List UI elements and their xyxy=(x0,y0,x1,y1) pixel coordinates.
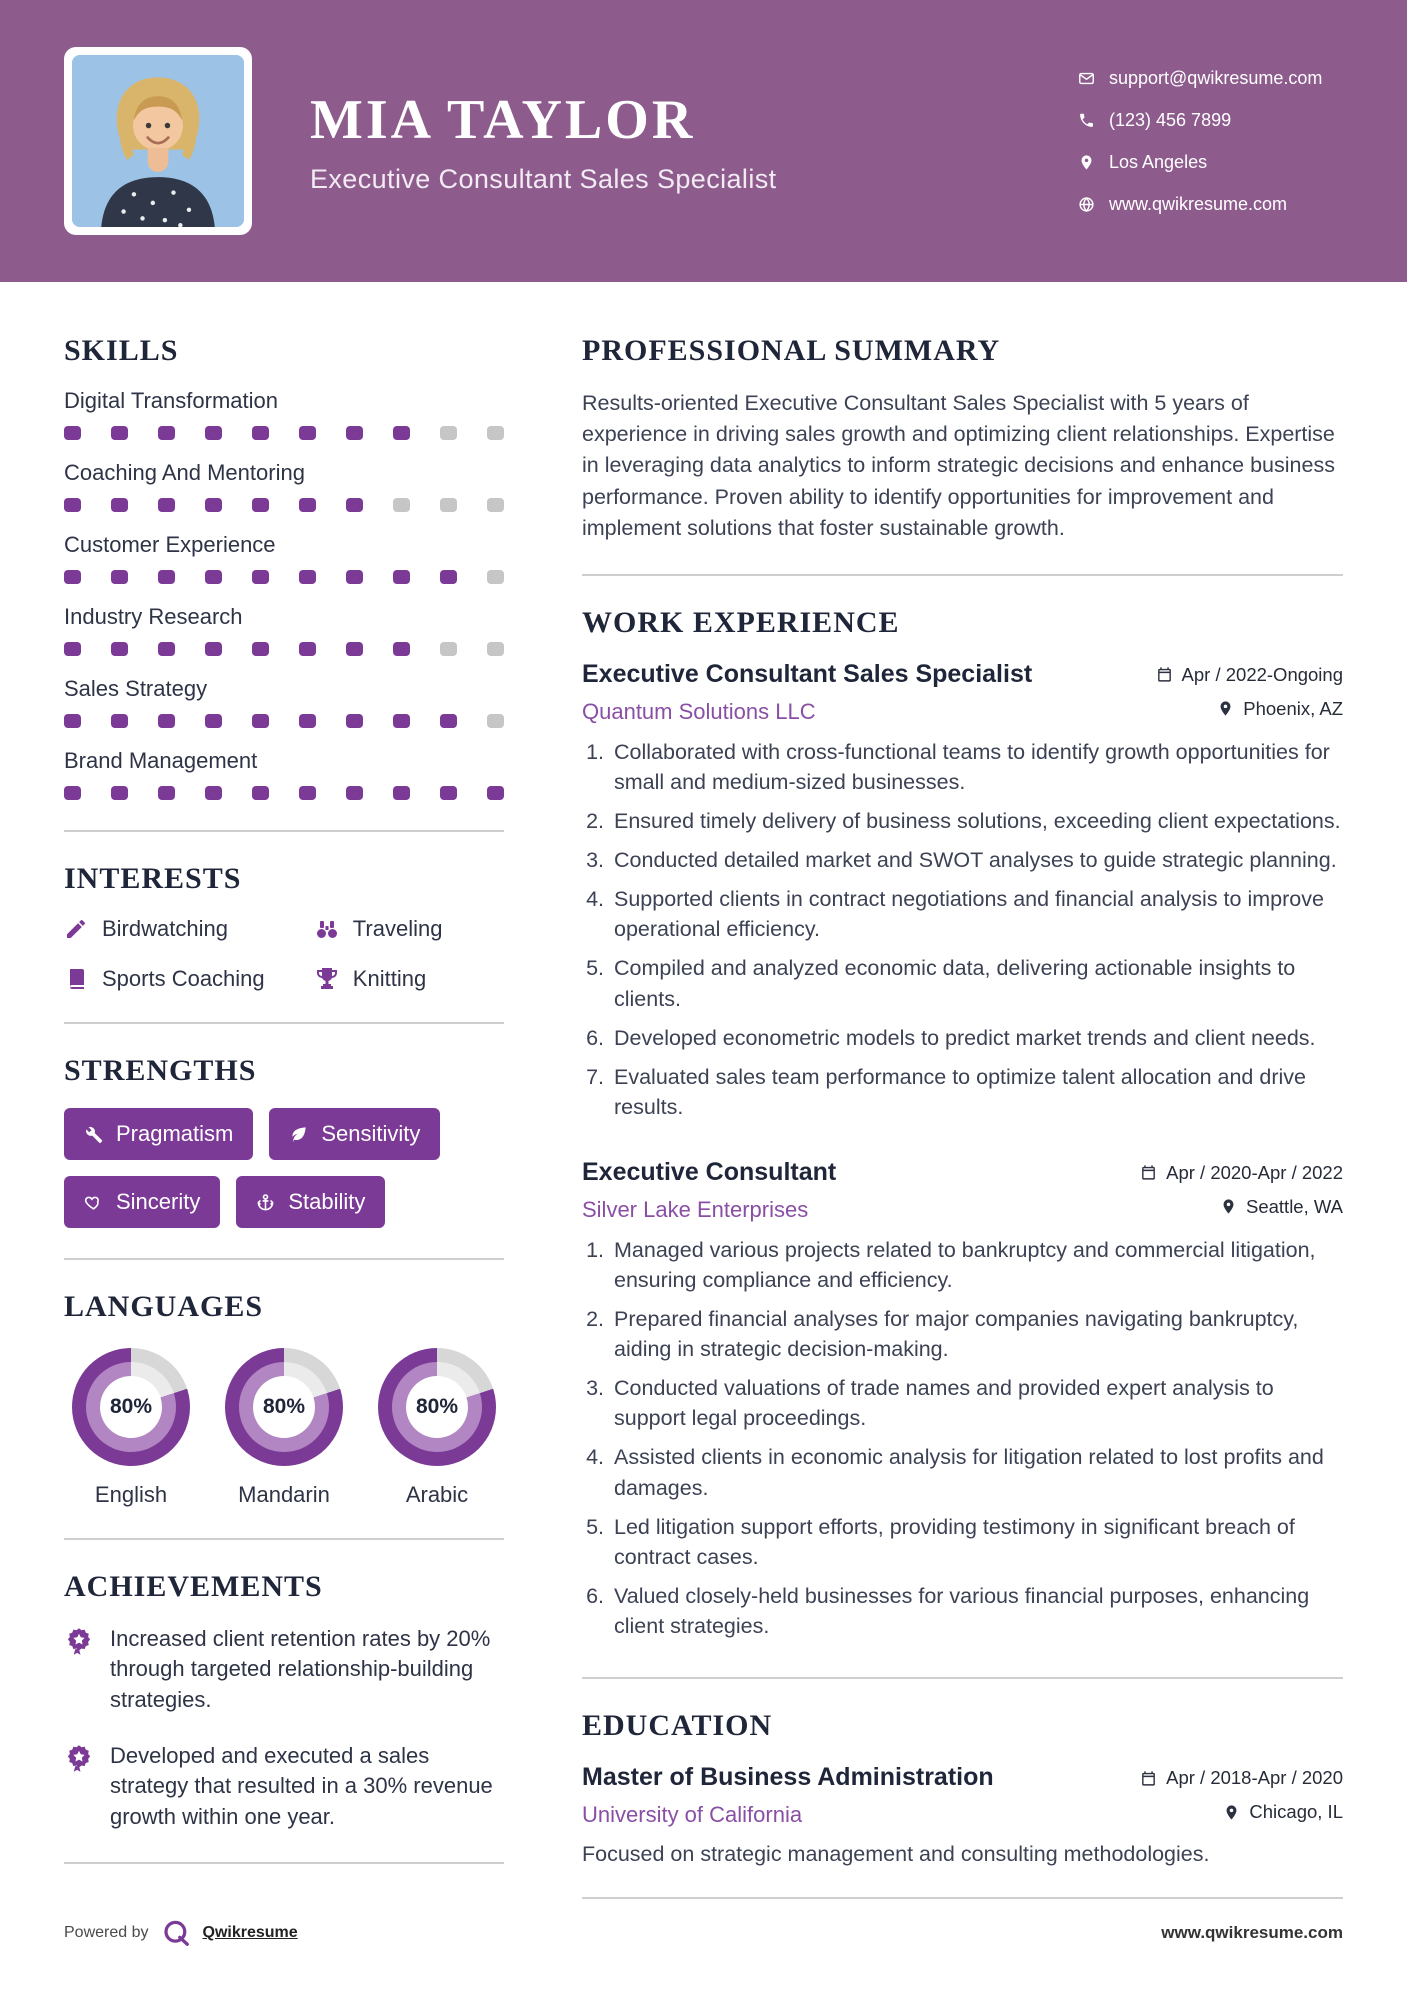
job-header xyxy=(582,660,1343,725)
rating-dot xyxy=(487,642,504,656)
skill-rating-dots xyxy=(64,426,504,440)
job-bullet: 1. Managed various projects related to bankruptcy and commercial litigation, ensuring compliance and efficiency. xyxy=(610,1235,1343,1295)
skills-section xyxy=(64,334,504,800)
medal-icon xyxy=(64,1743,94,1773)
rating-dot xyxy=(158,786,175,800)
language-donut-inner-ring xyxy=(392,1362,482,1452)
language-donut-inner-ring xyxy=(86,1362,176,1452)
language-label: Mandarin xyxy=(238,1482,330,1507)
skill-rating-dots xyxy=(64,786,504,800)
skill-item xyxy=(64,532,504,584)
job-meta xyxy=(1140,1158,1343,1223)
contact-email-text: support@qwikresume.com xyxy=(1109,67,1323,88)
language-item xyxy=(217,1348,351,1508)
medal-icon xyxy=(64,1626,94,1656)
achievement-item xyxy=(64,1741,504,1832)
rating-dot xyxy=(252,714,269,728)
skills-list xyxy=(64,388,504,800)
job-bullet: 1. Collaborated with cross-functional teams to identify growth opportunities for small and medium-sized businesses. xyxy=(610,737,1343,797)
heart-icon xyxy=(84,1193,103,1212)
job-location xyxy=(1217,698,1343,720)
interest-label: Birdwatching xyxy=(102,916,228,941)
rating-dot xyxy=(111,426,128,440)
rating-dot xyxy=(393,786,410,800)
job-bullets xyxy=(582,737,1343,1122)
binoculars-icon xyxy=(315,917,339,941)
footer-website: www.qwikresume.com xyxy=(1161,1923,1343,1942)
skill-label: Coaching And Mentoring xyxy=(64,460,305,485)
summary-heading: PROFESSIONAL SUMMARY xyxy=(582,334,1001,367)
strength-label: Pragmatism xyxy=(116,1121,234,1146)
education-section xyxy=(582,1709,1343,1867)
profile-photo xyxy=(72,55,244,227)
interest-label: Sports Coaching xyxy=(102,966,265,991)
skill-item xyxy=(64,676,504,728)
rating-dot xyxy=(299,570,316,584)
job-dates xyxy=(1140,1162,1343,1184)
footer xyxy=(0,1898,1407,1990)
rating-dot xyxy=(393,642,410,656)
job-dates-text: Apr / 2022-Ongoing xyxy=(1181,663,1343,685)
rating-dot xyxy=(440,714,457,728)
calendar-icon xyxy=(1156,666,1173,683)
contact-website-text: www.qwikresume.com xyxy=(1109,193,1288,214)
language-label: Arabic xyxy=(405,1482,469,1507)
calendar-icon xyxy=(1140,1770,1157,1787)
contact-location-text: Los Angeles xyxy=(1109,151,1208,172)
job-bullet: 3. Conducted detailed market and SWOT analyses to guide strategic planning. xyxy=(610,845,1343,875)
rating-dot xyxy=(64,570,81,584)
interests-list xyxy=(64,916,504,992)
interest-item xyxy=(315,916,504,942)
divider xyxy=(64,1022,504,1024)
divider xyxy=(64,1538,504,1540)
skill-item xyxy=(64,748,504,800)
rating-dot xyxy=(158,714,175,728)
education-note: Focused on strategic management and consulting methodologies. xyxy=(582,1842,1210,1867)
rating-dot xyxy=(346,426,363,440)
rating-dot xyxy=(64,642,81,656)
language-donut xyxy=(72,1348,190,1466)
job-title: Executive Consultant xyxy=(582,1157,837,1186)
job-meta xyxy=(1156,660,1343,725)
job-bullet: 2. Ensured timely delivery of business solutions, exceeding client expectations. xyxy=(610,806,1343,836)
summary-section xyxy=(582,334,1343,544)
achievements-heading: ACHIEVEMENTS xyxy=(64,1570,323,1603)
rating-dot xyxy=(205,642,222,656)
rating-dot xyxy=(346,642,363,656)
language-percent: 80% xyxy=(253,1376,315,1438)
job-bullet: 5. Led litigation support efforts, providing testimony in significant breach of contract cases. xyxy=(610,1512,1343,1572)
rating-dot xyxy=(440,786,457,800)
job-dates-text: Apr / 2020-Apr / 2022 xyxy=(1166,1161,1343,1183)
job-bullet: 6. Developed econometric models to predict market trends and client needs. xyxy=(610,1023,1343,1053)
rating-dot xyxy=(111,642,128,656)
divider xyxy=(64,830,504,832)
rating-dot xyxy=(111,714,128,728)
rating-dot xyxy=(487,714,504,728)
rating-dot xyxy=(111,498,128,512)
rating-dot xyxy=(64,498,81,512)
contact-location xyxy=(1078,152,1343,173)
trophy-icon xyxy=(315,967,339,991)
job-bullet: 4. Assisted clients in economic analysis for litigation related to lost profits and damages. xyxy=(610,1442,1343,1502)
job-bullet: 3. Conducted valuations of trade names and provided expert analysis to support legal proceedings. xyxy=(610,1373,1343,1433)
contact-phone[interactable] xyxy=(1078,110,1343,131)
education-location xyxy=(1223,1801,1343,1823)
rating-dot xyxy=(252,570,269,584)
rating-dot xyxy=(64,786,81,800)
skill-label: Customer Experience xyxy=(64,532,276,557)
rating-dot xyxy=(487,786,504,800)
job-entry xyxy=(582,1158,1343,1641)
job-bullet: 6. Valued closely-held businesses for various financial purposes, enhancing client strategies. xyxy=(610,1581,1343,1641)
pin-icon xyxy=(1217,700,1234,717)
skill-label: Industry Research xyxy=(64,604,243,629)
strength-badge xyxy=(64,1108,253,1160)
rating-dot xyxy=(299,498,316,512)
job-bullet: 2. Prepared financial analyses for major companies navigating bankruptcy, aiding in strategic decision-making. xyxy=(610,1304,1343,1364)
globe-icon xyxy=(1078,196,1095,213)
job-header-left xyxy=(582,1158,836,1223)
skill-rating-dots xyxy=(64,714,504,728)
rating-dot xyxy=(158,642,175,656)
language-item xyxy=(64,1348,198,1508)
skill-item xyxy=(64,604,504,656)
rating-dot xyxy=(487,426,504,440)
job-bullet: 7. Evaluated sales team performance to optimize talent allocation and drive results. xyxy=(610,1062,1343,1122)
divider xyxy=(64,1258,504,1260)
rating-dot xyxy=(64,714,81,728)
divider xyxy=(582,574,1343,576)
job-bullets xyxy=(582,1235,1343,1641)
interest-item xyxy=(64,966,315,992)
skills-heading: SKILLS xyxy=(64,334,179,367)
phone-icon xyxy=(1078,112,1095,129)
qwikresume-link[interactable]: Qwikresume xyxy=(202,1924,298,1941)
identity xyxy=(310,88,1078,195)
powered-by-text: Powered by xyxy=(64,1924,149,1941)
job-dates xyxy=(1156,664,1343,686)
job-location xyxy=(1220,1196,1343,1218)
interests-heading: INTERESTS xyxy=(64,862,242,895)
qwikresume-logo-icon xyxy=(161,1918,191,1948)
rating-dot xyxy=(111,786,128,800)
job-bullet: 5. Compiled and analyzed economic data, delivering actionable insights to clients. xyxy=(610,953,1343,1013)
rating-dot xyxy=(440,498,457,512)
rating-dot xyxy=(64,426,81,440)
content xyxy=(0,282,1407,1898)
languages-list xyxy=(64,1344,504,1508)
education-dates-text: Apr / 2018-Apr / 2020 xyxy=(1166,1767,1343,1789)
rating-dot xyxy=(205,426,222,440)
profile-photo-card xyxy=(64,47,252,235)
wrench-icon xyxy=(84,1125,103,1144)
rating-dot xyxy=(299,714,316,728)
leaf-icon xyxy=(289,1125,308,1144)
rating-dot xyxy=(299,786,316,800)
work-section xyxy=(582,606,1343,1641)
strengths-heading: STRENGTHS xyxy=(64,1054,257,1087)
interests-section xyxy=(64,862,504,992)
strength-badge xyxy=(64,1176,220,1228)
rating-dot xyxy=(158,570,175,584)
header xyxy=(0,0,1407,282)
summary-text: Results-oriented Executive Consultant Sales Specialist with 5 years of experience in driving sales growth and optimizing client relationships. Expertise in leveraging data analytics to inform strategic decisions and enhance business performance. Proven ability to identify opportunities for improvement and implement solutions that foster sustainable growth. xyxy=(582,391,1335,540)
contact-list xyxy=(1078,68,1343,215)
rating-dot xyxy=(487,498,504,512)
education-location-text: Chicago, IL xyxy=(1249,1801,1343,1823)
education-header-left xyxy=(582,1763,994,1828)
language-item xyxy=(370,1348,504,1508)
rating-dot xyxy=(205,570,222,584)
rating-dot xyxy=(440,642,457,656)
rating-dot xyxy=(346,498,363,512)
language-percent: 80% xyxy=(406,1376,468,1438)
divider xyxy=(582,1677,1343,1679)
language-percent: 80% xyxy=(100,1376,162,1438)
education-school: University of California xyxy=(582,1802,803,1828)
interest-item xyxy=(64,916,315,942)
language-donut xyxy=(225,1348,343,1466)
skill-label: Digital Transformation xyxy=(64,388,278,413)
education-heading: EDUCATION xyxy=(582,1709,773,1743)
job-header-left xyxy=(582,660,1032,725)
contact-phone-text: (123) 456 7899 xyxy=(1109,109,1232,130)
achievement-text: Developed and executed a sales strategy that resulted in a 30% revenue growth within one year. xyxy=(110,1743,493,1829)
rating-dot xyxy=(393,426,410,440)
skill-rating-dots xyxy=(64,498,504,512)
rating-dot xyxy=(346,786,363,800)
achievements-list xyxy=(64,1624,504,1832)
job-header xyxy=(582,1158,1343,1223)
pin-icon xyxy=(1220,1198,1237,1215)
contact-email[interactable] xyxy=(1078,68,1343,89)
education-header xyxy=(582,1763,1343,1828)
job-location-text: Phoenix, AZ xyxy=(1243,697,1343,719)
rating-dot xyxy=(252,786,269,800)
skill-item xyxy=(64,388,504,440)
rating-dot xyxy=(393,498,410,512)
pencil-icon xyxy=(64,917,88,941)
skill-rating-dots xyxy=(64,570,504,584)
skill-rating-dots xyxy=(64,642,504,656)
interest-label: Traveling xyxy=(352,916,443,941)
language-donut-inner-ring xyxy=(239,1362,329,1452)
strength-label: Stability xyxy=(288,1189,366,1214)
education-meta xyxy=(1140,1763,1343,1828)
calendar-icon xyxy=(1140,1164,1157,1181)
rating-dot xyxy=(158,426,175,440)
job-location-text: Seattle, WA xyxy=(1246,1195,1343,1217)
rating-dot xyxy=(158,498,175,512)
rating-dot xyxy=(346,570,363,584)
contact-website[interactable] xyxy=(1078,194,1343,215)
location-icon xyxy=(1078,154,1095,171)
rating-dot xyxy=(393,714,410,728)
right-column xyxy=(582,334,1343,1898)
languages-section xyxy=(64,1290,504,1508)
languages-heading: LANGUAGES xyxy=(64,1290,264,1323)
job-company: Quantum Solutions LLC xyxy=(582,698,816,724)
rating-dot xyxy=(205,498,222,512)
job-company: Silver Lake Enterprises xyxy=(582,1196,809,1222)
powered-by xyxy=(64,1918,298,1948)
strength-badge xyxy=(269,1108,440,1160)
strength-label: Sincerity xyxy=(116,1189,201,1214)
rating-dot xyxy=(205,786,222,800)
rating-dot xyxy=(440,426,457,440)
rating-dot xyxy=(487,570,504,584)
strengths-list xyxy=(64,1108,504,1228)
rating-dot xyxy=(252,426,269,440)
rating-dot xyxy=(346,714,363,728)
person-name: MIA TAYLOR xyxy=(310,88,696,151)
skill-label: Sales Strategy xyxy=(64,676,208,701)
interest-item xyxy=(315,966,504,992)
education-dates xyxy=(1140,1767,1343,1789)
education-degree: Master of Business Administration xyxy=(582,1763,994,1792)
divider xyxy=(64,1862,504,1864)
strength-label: Sensitivity xyxy=(321,1121,421,1146)
left-column xyxy=(64,334,504,1898)
anchor-icon xyxy=(256,1193,275,1212)
rating-dot xyxy=(205,714,222,728)
person-title: Executive Consultant Sales Specialist xyxy=(310,163,777,194)
language-donut xyxy=(378,1348,496,1466)
skill-label: Brand Management xyxy=(64,748,258,773)
work-heading: WORK EXPERIENCE xyxy=(582,605,900,639)
job-title: Executive Consultant Sales Specialist xyxy=(582,659,1033,688)
pin-icon xyxy=(1223,1804,1240,1821)
achievements-section xyxy=(64,1570,504,1832)
achievement-text: Increased client retention rates by 20% through targeted relationship-building strategies. xyxy=(110,1626,491,1712)
email-icon xyxy=(1078,70,1095,87)
rating-dot xyxy=(252,498,269,512)
language-label: English xyxy=(94,1482,168,1507)
strength-badge xyxy=(236,1176,385,1228)
rating-dot xyxy=(111,570,128,584)
rating-dot xyxy=(393,570,410,584)
rating-dot xyxy=(299,642,316,656)
achievement-item xyxy=(64,1624,504,1715)
book-icon xyxy=(64,967,88,991)
job-entry xyxy=(582,660,1343,1122)
skill-item xyxy=(64,460,504,512)
rating-dot xyxy=(299,426,316,440)
jobs xyxy=(582,660,1343,1641)
interest-label: Knitting xyxy=(352,966,427,991)
rating-dot xyxy=(252,642,269,656)
job-bullet: 4. Supported clients in contract negotiations and financial analysis to improve operational efficiency. xyxy=(610,884,1343,944)
rating-dot xyxy=(440,570,457,584)
strengths-section xyxy=(64,1054,504,1228)
